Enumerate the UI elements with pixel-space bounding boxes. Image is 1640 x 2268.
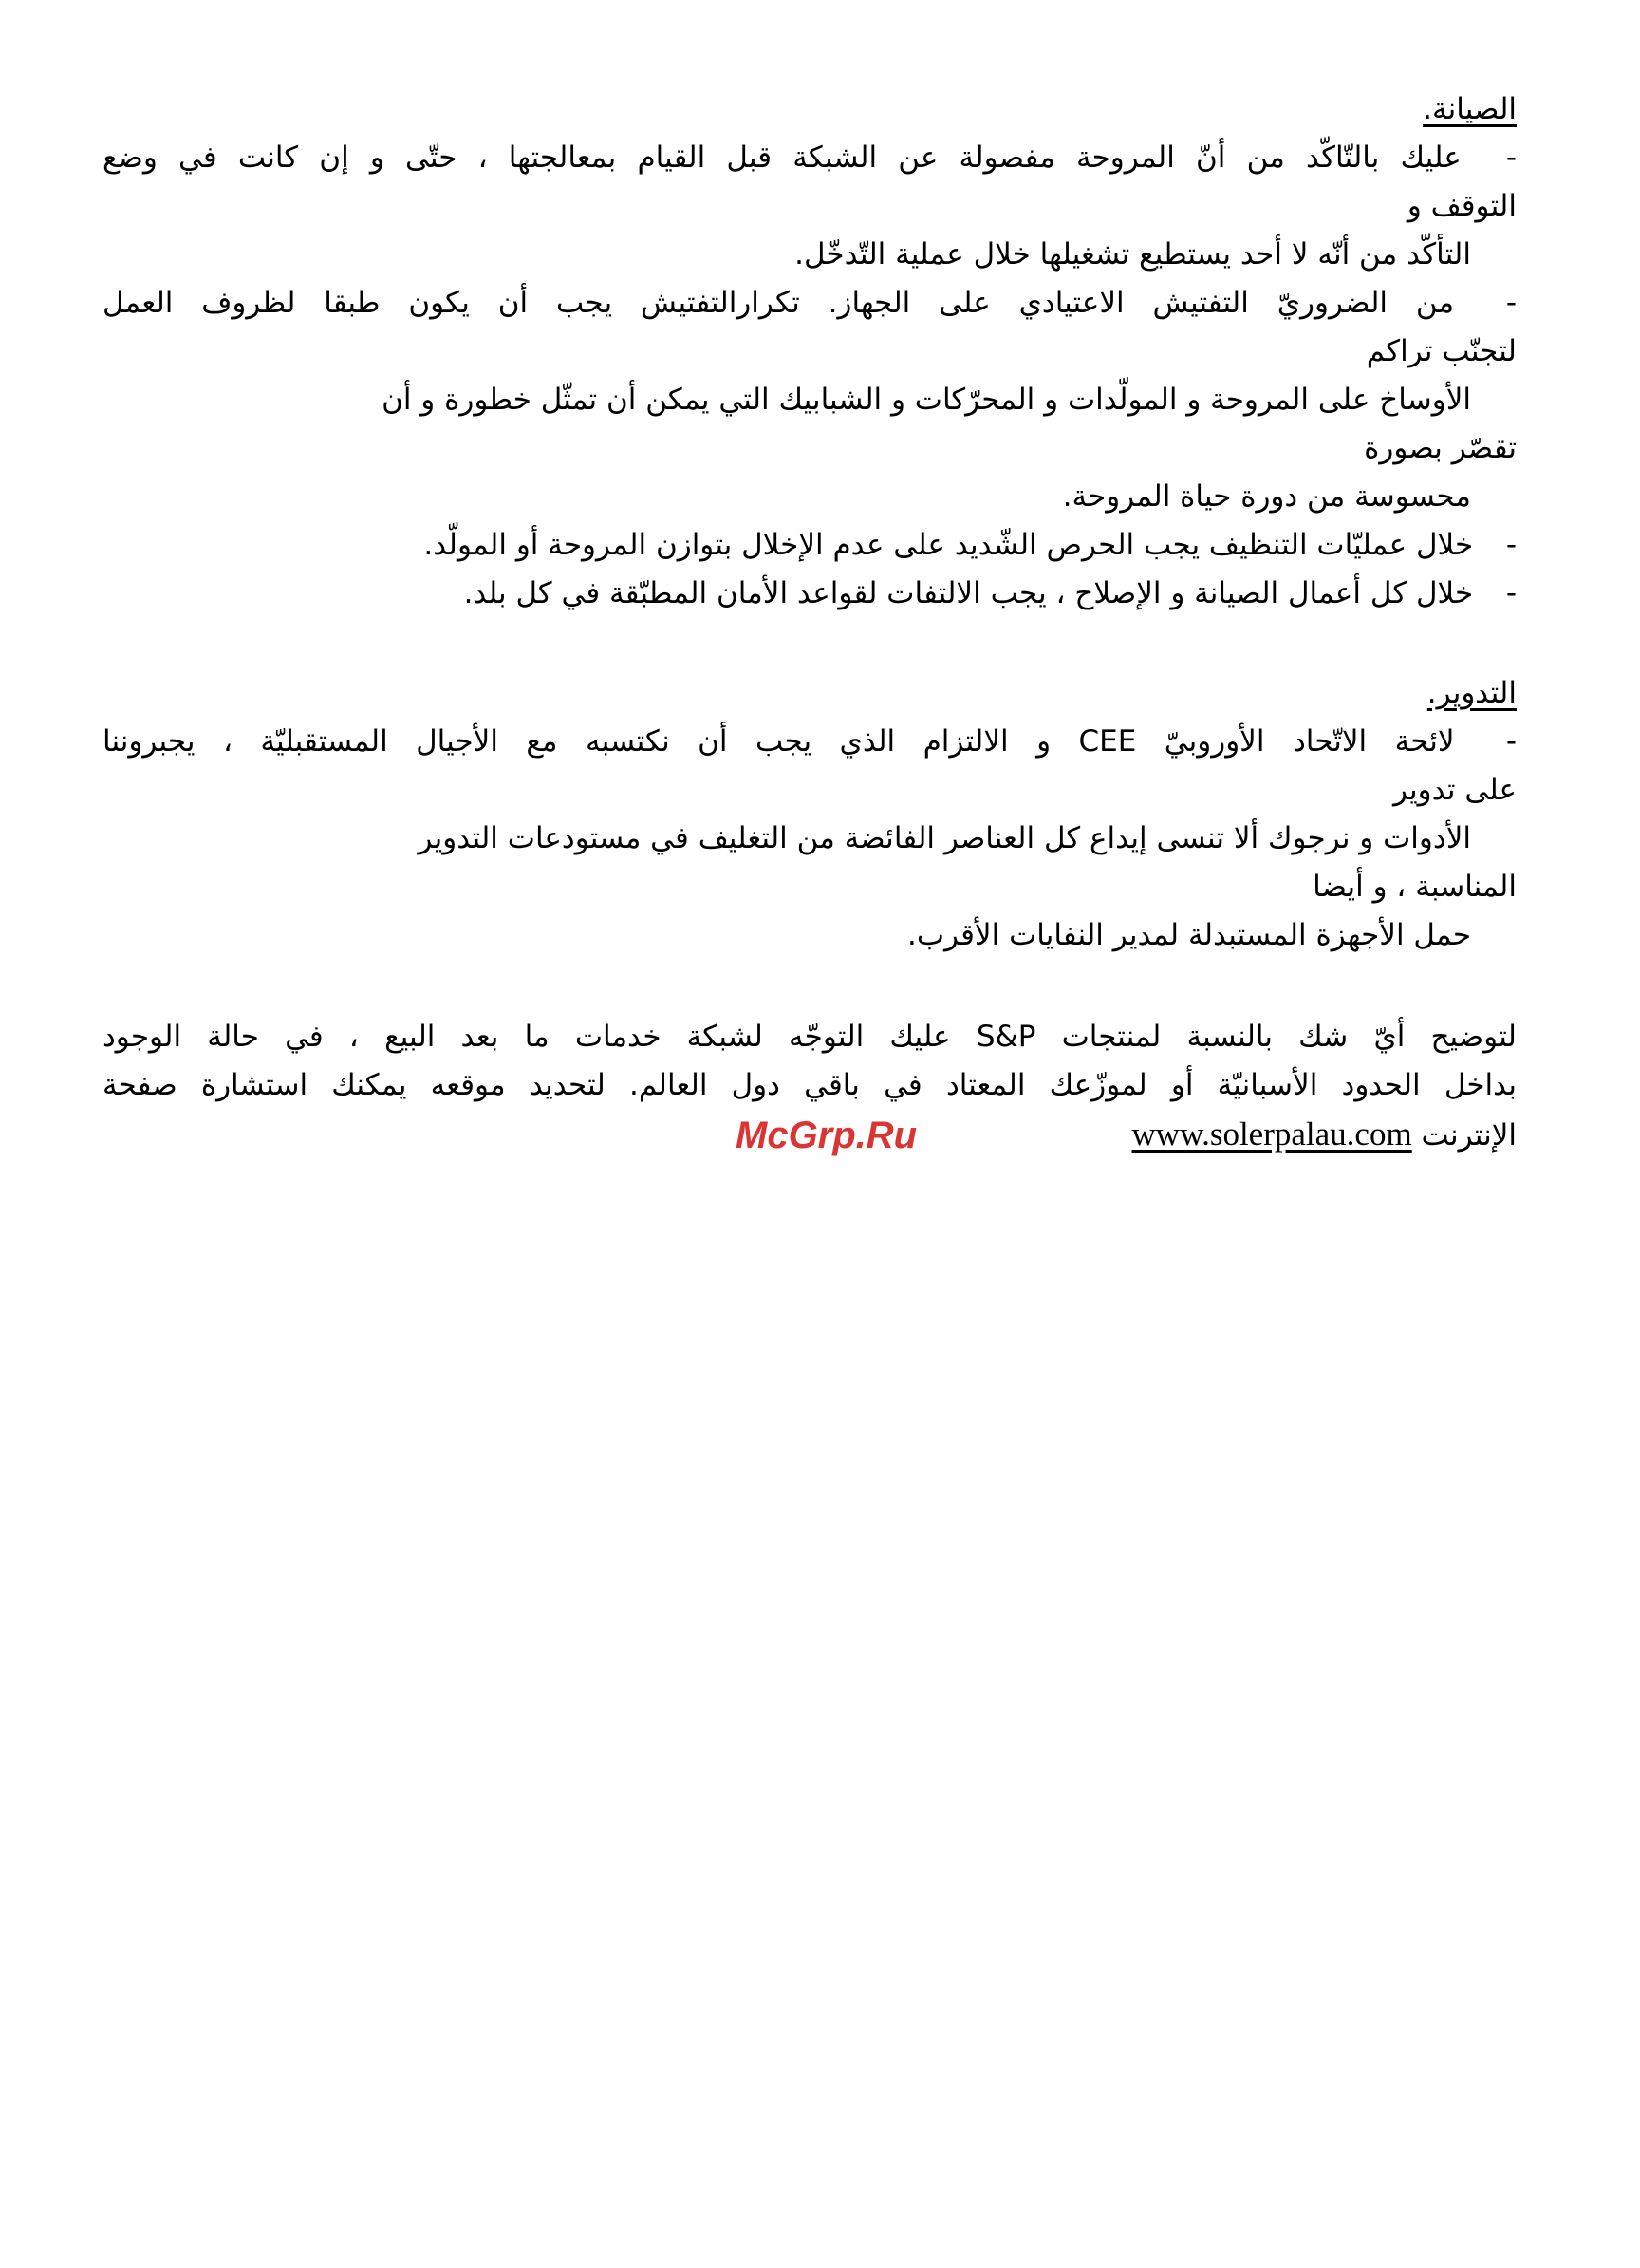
list-item-line: لتجنّب تراكم [1366, 334, 1517, 368]
paragraph-line: بداخل الحدود الأسبانيّة أو لموزّعك المعتاد في باقي دول العالم. لتحديد موقعه يمكنك استشارة صفحة [102, 1068, 1517, 1102]
maintenance-item-2 [102, 279, 1517, 521]
list-item-line: - خلال كل أعمال الصيانة و الإصلاح ، يجب الالتفات لقواعد الأمان المطبّقة في كل بلد. [102, 570, 1517, 618]
bullet-dash: - [1505, 724, 1517, 759]
section-spacer [102, 960, 1517, 1013]
list-item-line: محسوسة من دورة حياة المروحة. [1062, 479, 1471, 514]
maintenance-heading: الصيانة. [1423, 92, 1517, 126]
list-item-line: الأدوات و نرجوك ألا تنسى إيداع كل العناصر الفائضة من التغليف في مستودعات التدوير [418, 821, 1471, 855]
list-item-line: حمل الأجهزة المستبدلة لمدير النفايات الأقرب. [906, 918, 1471, 952]
list-item-line: التوقف و [1407, 189, 1517, 223]
bullet-dash: - [1505, 286, 1517, 320]
paragraph-line: لتوضيح أيّ شك بالنسبة لمنتجات S&P عليك التوجّه لشبكة خدمات ما بعد البيع ، في حالة الوجود [102, 1020, 1518, 1054]
internet-label: الإنترنت [1421, 1118, 1517, 1153]
bullet-dash: - [1505, 576, 1517, 610]
website-link[interactable]: www.solerpalau.com [1131, 1115, 1412, 1153]
recycling-item-1 [102, 718, 1517, 960]
section-spacer [102, 618, 1517, 669]
recycling-heading: التدوير. [1426, 676, 1517, 710]
list-item-line: التأكّد من أنّه لا أحد يستطيع تشغيلها خلال عملية التّدخّل. [794, 237, 1471, 272]
maintenance-item-1 [102, 134, 1517, 279]
recycling-section [102, 669, 1517, 960]
list-item-line: - خلال عمليّات التنظيف يجب الحرص الشّديد على عدم الإخلال بتوازن المروحة أو المولّد. [102, 521, 1517, 570]
bullet-dash: - [1505, 528, 1517, 562]
list-item-line: على تدوير [1392, 773, 1517, 807]
list-item-line: المناسبة ، و أيضا [1313, 870, 1517, 904]
list-item-line: - عليك بالتّاكّد من أنّ المروحة مفصولة عن الشبكة قبل القيام بمعالجتها ، حتّى و إن كانت في وضع [102, 134, 1517, 182]
list-item-line: الأوساخ على المروحة و المولّدات و المحرّكات و الشبابيك التي يمكن أن تمثّل خطورة و أن [382, 383, 1471, 417]
bullet-dash: - [1505, 141, 1517, 175]
maintenance-section [102, 85, 1517, 618]
document-page [102, 85, 1517, 1160]
list-item-line: - لائحة الاتّحاد الأوروبيّ CEE و الالتزام الذي يجب أن نكتسبه مع الأجيال المستقبليّة ، يجبروننا [102, 718, 1517, 766]
list-item-line: تقصّر بصورة [1364, 431, 1517, 465]
watermark-text: McGrp.Ru [736, 1115, 918, 1156]
list-item-line: - من الضروريّ التفتيش الاعتيادي على الجهاز. تكرارالتفتيش يجب أن يكون طبقا لظروف العمل [102, 279, 1517, 328]
maintenance-item-3 [102, 521, 1517, 570]
maintenance-item-4 [102, 570, 1517, 618]
